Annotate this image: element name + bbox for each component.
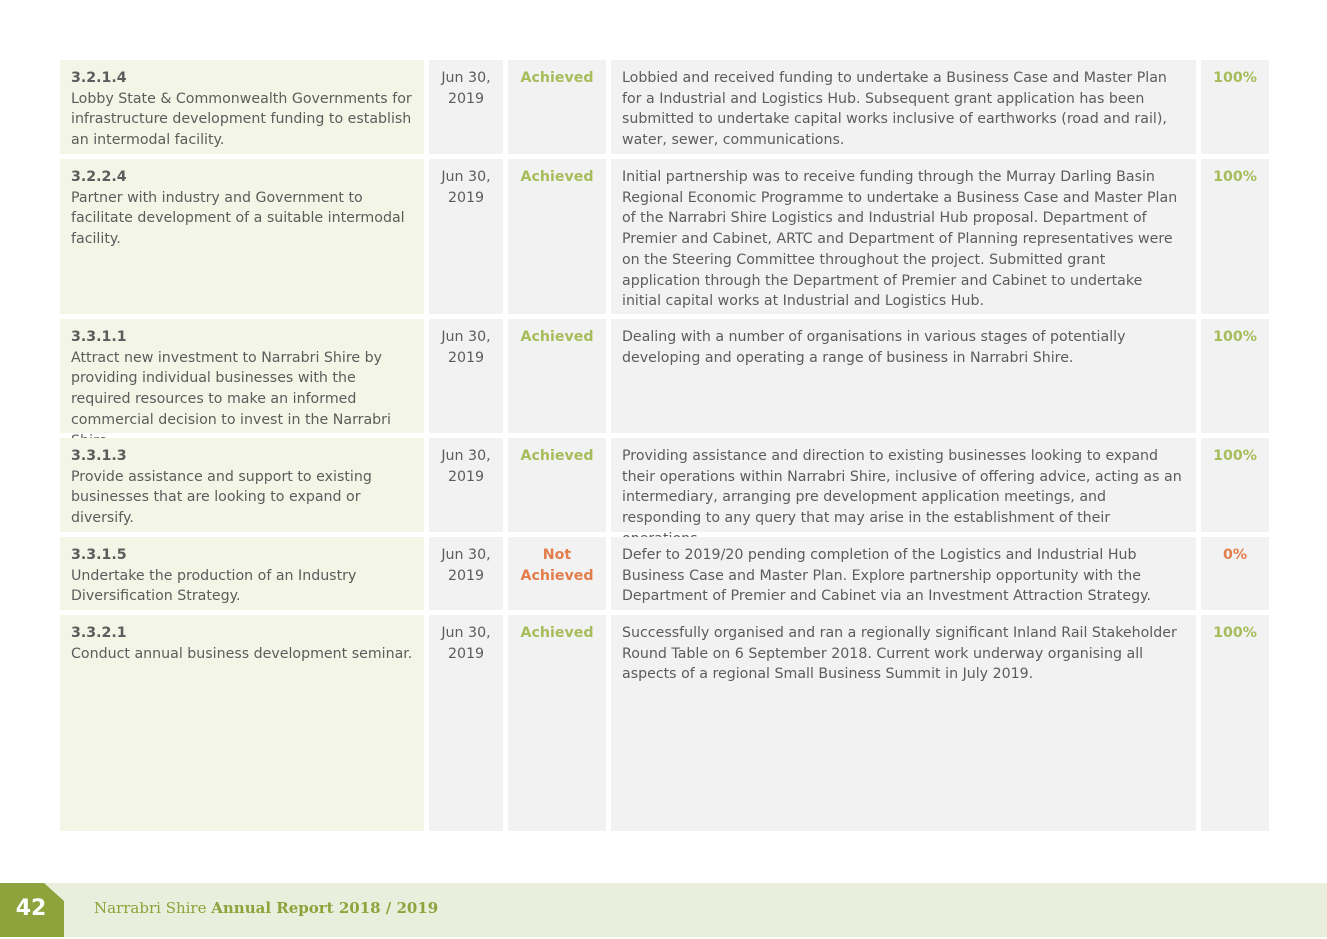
progress-value: 100% (1201, 615, 1269, 831)
action-text: Conduct annual business development seminar. (71, 645, 413, 662)
action-text: Undertake the production of an Industry Diversification Strategy. (71, 567, 357, 605)
action-code: 3.2.1.4 (71, 70, 127, 86)
action-cell (60, 159, 424, 314)
status-label: Achieved (508, 438, 606, 532)
due-date: Jun 30, 2019 (429, 60, 503, 154)
table-row (60, 615, 1269, 831)
action-text: Partner with industry and Government to facilitate development of a suitable intermodal facility. (71, 189, 405, 248)
comment-text: Providing assistance and direction to existing businesses looking to expand their operations within Narrabri Shire, inclusive of offering advice, acting as an intermediary, arranging pre development application meetings, and responding to any query that may arise in the establishment of their (611, 438, 1196, 532)
action-code: 3.3.1.3 (71, 448, 127, 464)
status-label: Achieved (508, 615, 606, 831)
action-cell (60, 537, 424, 610)
progress-value: 0% (1201, 537, 1269, 610)
progress-value: 100% (1201, 159, 1269, 314)
due-date: Jun 30, 2019 (429, 159, 503, 314)
table-row (60, 537, 1269, 610)
page-number: 42 (15, 896, 47, 921)
action-code: 3.3.2.1 (71, 625, 127, 641)
comment-text: Defer to 2019/20 pending completion of the Logistics and Industrial Hub Business Case and Master Plan. Explore partnership opportunity with the Department of Premier and Cabinet via an Investment Attraction Strategy. (611, 537, 1196, 610)
due-date: Jun 30, 2019 (429, 319, 503, 433)
progress-value: 100% (1201, 60, 1269, 154)
action-text: Provide assistance and support to existing businesses that are looking to expand or diversify. (71, 468, 372, 527)
action-cell (60, 319, 424, 433)
due-date: Jun 30, 2019 (429, 537, 503, 610)
table-row (60, 438, 1269, 532)
action-text: Attract new investment to Narrabri Shire by providing individual businesses with the required resources to make an informed commercial decision to invest in the Narrabri (71, 349, 391, 428)
due-date: Jun 30, 2019 (429, 438, 503, 532)
report-title (94, 899, 438, 917)
status-label: Achieved (508, 60, 606, 154)
status-label: Achieved (508, 159, 606, 314)
progress-value: 100% (1201, 438, 1269, 532)
action-code: 3.3.1.1 (71, 329, 127, 345)
action-code: 3.3.1.5 (71, 547, 127, 563)
status-label: Not Achieved (508, 537, 606, 610)
due-date: Jun 30, 2019 (429, 615, 503, 831)
action-cell (60, 438, 424, 532)
table-row (60, 159, 1269, 314)
action-text: Lobby State & Commonwealth Governments for infrastructure development funding to establish an intermodal facility. (71, 90, 412, 149)
comment-text: Lobbied and received funding to undertake a Business Case and Master Plan for a Industrial and Logistics Hub. Subsequent grant application has been submitted to undertake capital works inclusive of earthworks (road and rail), water, sewer, communications. (611, 60, 1196, 154)
comment-text: Dealing with a number of organisations in various stages of potentially developing and operating a range of business in Narrabri Shire. (611, 319, 1196, 433)
table-row (60, 319, 1269, 433)
action-code: 3.2.2.4 (71, 169, 127, 185)
progress-value: 100% (1201, 319, 1269, 433)
status-label: Achieved (508, 319, 606, 433)
comment-text: Successfully organised and ran a regionally significant Inland Rail Stakeholder Round Table on 6 September 2018. Current work underway organising all aspects of a regional Small Business Summit in July 2019. (611, 615, 1196, 831)
table-row (60, 60, 1269, 154)
action-cell (60, 615, 424, 831)
action-table (60, 60, 1269, 836)
report-title-org: Narrabri Shire (94, 899, 207, 917)
report-title-name: Annual Report 2018 / 2019 (211, 899, 439, 917)
comment-text: Initial partnership was to receive funding through the Murray Darling Basin Regional Economic Programme to undertake a Business Case and Master Plan of the Narrabri Shire Logistics and Industrial Hub proposal. Department of Premier and Cabinet, ARTC and Department of Planning representatives were on the Steering Committee throughout the project. Submitted grant application through the Department of Premier and Cabinet to undertake initial capital works at Industrial and Logistics Hub. (611, 159, 1196, 314)
action-cell (60, 60, 424, 154)
